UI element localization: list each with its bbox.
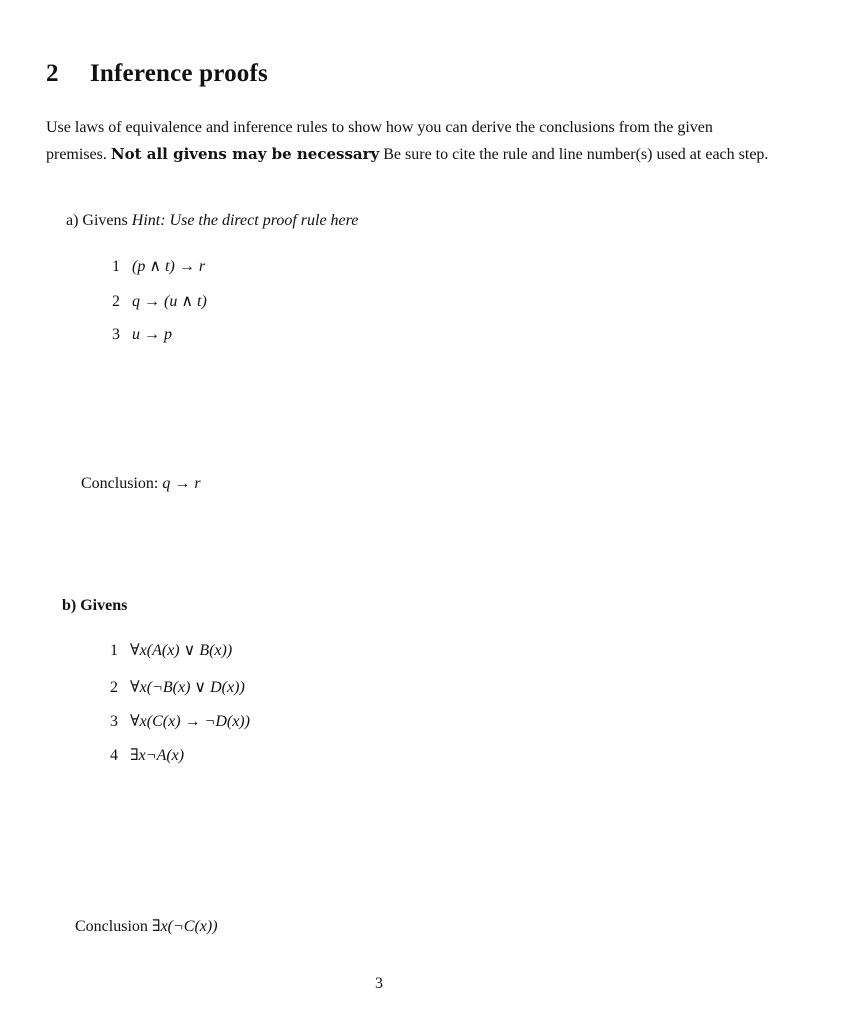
premise-formula: q → (u ∧ t)	[132, 293, 207, 310]
premise-number: 1	[110, 642, 118, 659]
part-a-premise-3	[112, 326, 172, 344]
section-heading	[46, 60, 268, 88]
premise-formula: (p ∧ t) → r	[132, 258, 206, 275]
premise-number: 3	[112, 326, 120, 343]
part-b-givens: b) Givens	[62, 597, 128, 614]
premise-formula: ∃x¬A(x)	[130, 747, 185, 764]
intro-text: Use laws of equivalence and inference rules to show how you can derive the conclusions from the given premises.	[46, 119, 713, 163]
part-a-premise-1	[112, 256, 205, 276]
premise-formula: ∀x(C(x) → ¬D(x))	[130, 713, 250, 730]
premise-formula: ∀x(A(x) ∨ B(x))	[130, 642, 233, 659]
premise-number: 3	[110, 713, 118, 730]
section-title: Inference proofs	[90, 60, 268, 87]
conclusion-formula: q → r	[162, 475, 201, 492]
part-b-premise-4	[110, 745, 184, 765]
premise-number: 1	[112, 258, 120, 275]
conclusion-label: Conclusion	[75, 918, 152, 935]
part-b-premise-3	[110, 711, 250, 731]
part-b-conclusion	[75, 916, 218, 936]
conclusion-formula: ∃x(¬C(x))	[151, 918, 218, 935]
section-number: 2	[46, 60, 59, 87]
part-b-premise-2	[110, 677, 245, 697]
intro-paragraph	[46, 114, 771, 168]
premise-formula: u → p	[132, 326, 172, 343]
part-a-label	[66, 212, 358, 230]
part-a-premise-2	[112, 291, 207, 311]
premise-number: 2	[110, 679, 118, 696]
premise-number: 4	[110, 747, 118, 764]
page-number: 3	[375, 975, 383, 992]
part-b-label	[62, 597, 127, 615]
conclusion-label: Conclusion:	[81, 475, 163, 492]
part-b-premise-1	[110, 640, 232, 660]
premise-number: 2	[112, 293, 120, 310]
part-a-conclusion	[81, 475, 201, 493]
part-a-hint: Hint: Use the direct proof rule here	[131, 212, 359, 229]
intro-text-after: Be sure to cite the rule and line number(s) used at each step.	[379, 146, 769, 163]
intro-bold-text: Not all givens may be necessary	[110, 145, 380, 163]
premise-formula: ∀x(¬B(x) ∨ D(x))	[130, 679, 245, 696]
part-a-givens: a) Givens	[66, 212, 132, 229]
